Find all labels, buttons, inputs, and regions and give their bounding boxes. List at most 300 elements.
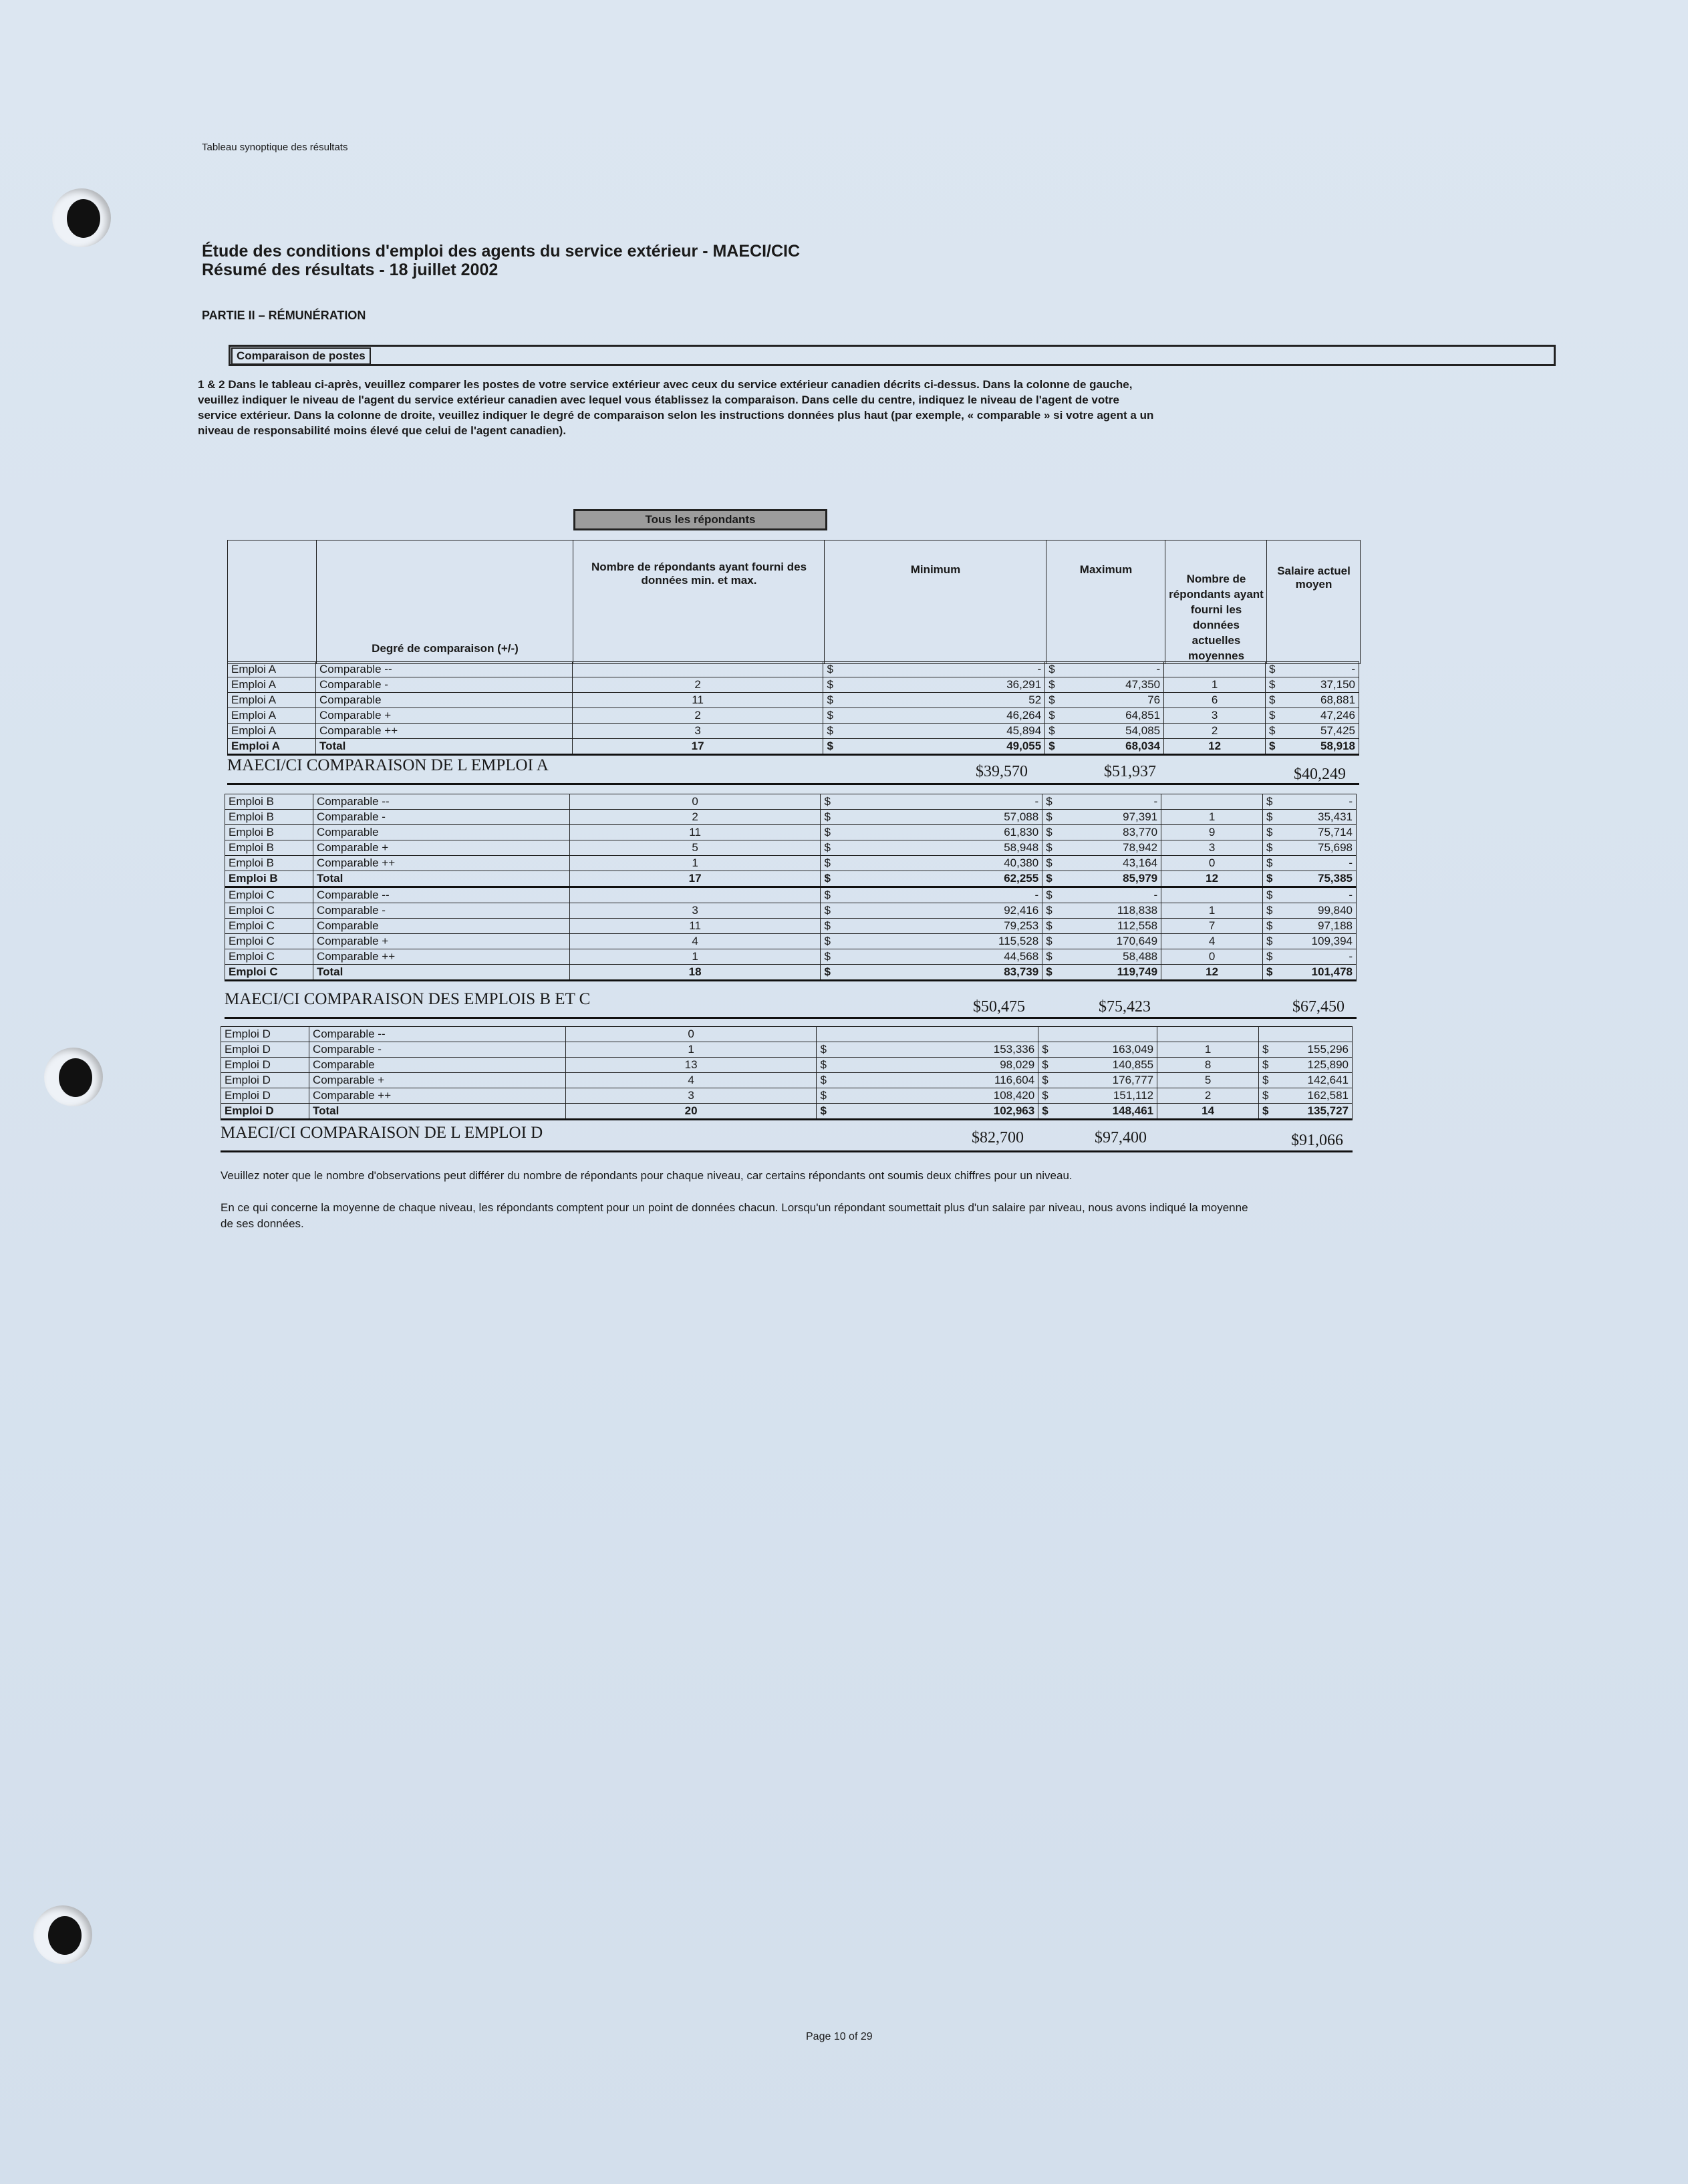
cell-minimum	[821, 810, 1042, 825]
cell-avg-respondents	[1164, 662, 1266, 677]
amount: 44,568	[1004, 950, 1039, 963]
cell-salary	[1263, 919, 1357, 934]
cell-maximum	[1038, 1042, 1157, 1058]
cell-avg-respondents: 4	[1161, 934, 1263, 949]
amount: 170,649	[1116, 935, 1158, 947]
amount: 68,881	[1320, 693, 1355, 706]
amount: 75,698	[1318, 841, 1353, 854]
amount: 58,488	[1123, 950, 1158, 963]
amount: 97,391	[1123, 810, 1158, 823]
currency-sign: $	[1266, 826, 1273, 838]
cell-degree: Comparable ++	[313, 949, 569, 965]
currency-sign: $	[1262, 1058, 1269, 1071]
amount: 45,894	[1006, 724, 1042, 737]
amount: 116,604	[994, 1074, 1035, 1086]
cell-job: Emploi A	[228, 693, 316, 708]
binder-hole-bottom	[33, 1905, 92, 1964]
table-row	[221, 1042, 1353, 1058]
cell-maximum	[1045, 662, 1164, 677]
cell-salary	[1259, 1027, 1353, 1042]
cell-degree: Comparable ++	[313, 856, 569, 871]
currency-sign: $	[1266, 904, 1273, 917]
currency-sign: $	[1046, 950, 1052, 963]
cell-job: Emploi B	[225, 871, 313, 887]
currency-sign: $	[824, 856, 831, 869]
cell-salary	[1263, 934, 1357, 949]
cell-degree: Total	[313, 871, 569, 887]
cell-respondents: 13	[565, 1058, 817, 1073]
amount: 78,942	[1123, 841, 1158, 854]
header-degree: Degré de comparaison (+/-)	[372, 642, 519, 655]
summary-max-a: $51,937	[1104, 763, 1156, 780]
currency-sign: $	[824, 965, 831, 978]
cell-degree: Total	[309, 1104, 565, 1120]
amount: 83,770	[1123, 826, 1158, 838]
currency-sign: $	[1042, 1104, 1048, 1117]
currency-sign: $	[1046, 795, 1052, 808]
cell-avg-respondents	[1161, 794, 1263, 810]
cell-minimum	[817, 1027, 1038, 1042]
table-header	[227, 540, 1361, 664]
cell-avg-respondents: 1	[1161, 810, 1263, 825]
cell-maximum	[1038, 1073, 1157, 1088]
amount: -	[1034, 889, 1039, 901]
cell-minimum	[823, 724, 1045, 739]
summary-salary-bc: $67,450	[1292, 998, 1345, 1016]
cell-maximum	[1042, 871, 1161, 887]
amount: 36,291	[1006, 678, 1042, 691]
amount: -	[1349, 889, 1353, 901]
cell-respondents: 18	[569, 965, 821, 981]
table-block-emploi-a	[227, 661, 1359, 756]
amount: 148,461	[1112, 1104, 1154, 1117]
currency-sign: $	[1042, 1074, 1048, 1086]
currency-sign: $	[824, 889, 831, 901]
amount: 92,416	[1004, 904, 1039, 917]
amount: 102,963	[993, 1104, 1035, 1117]
amount: 99,840	[1318, 904, 1353, 917]
table-row	[225, 934, 1357, 949]
cell-maximum	[1038, 1027, 1157, 1042]
currency-sign: $	[1048, 663, 1055, 675]
currency-sign: $	[1262, 1089, 1269, 1102]
currency-sign: $	[827, 724, 833, 737]
currency-sign: $	[1048, 693, 1055, 706]
cell-maximum	[1042, 856, 1161, 871]
cell-degree: Comparable ++	[309, 1088, 565, 1104]
cell-avg-respondents: 3	[1164, 708, 1266, 724]
cell-maximum	[1038, 1088, 1157, 1104]
currency-sign: $	[824, 935, 831, 947]
amount: 35,431	[1318, 810, 1353, 823]
amount: 118,838	[1117, 904, 1158, 917]
cell-avg-respondents	[1161, 887, 1263, 903]
currency-sign: $	[1266, 856, 1273, 869]
currency-sign: $	[820, 1074, 827, 1086]
amount: 119,749	[1117, 965, 1158, 978]
amount: 37,150	[1320, 678, 1355, 691]
table-row	[221, 1073, 1353, 1088]
amount: 176,777	[1112, 1074, 1154, 1086]
cell-minimum	[823, 662, 1045, 677]
currency-sign: $	[824, 950, 831, 963]
currency-sign: $	[827, 678, 833, 691]
currency-sign: $	[1046, 965, 1052, 978]
cell-maximum	[1038, 1058, 1157, 1073]
table-row	[228, 739, 1359, 755]
cell-salary	[1266, 693, 1359, 708]
page-number: Page 10 of 29	[806, 2031, 873, 2042]
cell-avg-respondents: 6	[1164, 693, 1266, 708]
cell-respondents: 11	[569, 919, 821, 934]
cell-maximum	[1042, 887, 1161, 903]
cell-job: Emploi A	[228, 708, 316, 724]
currency-sign: $	[827, 693, 833, 706]
currency-sign: $	[1042, 1058, 1048, 1071]
currency-sign: $	[824, 826, 831, 838]
amount: 49,055	[1006, 740, 1042, 752]
cell-respondents: 1	[569, 949, 821, 965]
header-respondents: Nombre de répondants ayant fourni des données min. et max.	[591, 561, 807, 587]
cell-job: Emploi A	[228, 739, 316, 755]
amount: 151,112	[1113, 1089, 1154, 1102]
cell-avg-respondents: 7	[1161, 919, 1263, 934]
amount: 109,394	[1311, 935, 1353, 947]
currency-sign: $	[827, 663, 833, 675]
cell-avg-respondents: 2	[1157, 1088, 1259, 1104]
amount: 58,948	[1004, 841, 1039, 854]
cell-degree: Comparable --	[313, 887, 569, 903]
summary-rule-a	[227, 783, 1359, 785]
table-row	[225, 871, 1357, 887]
amount: 83,739	[1004, 965, 1039, 978]
section-heading: Comparaison de postes	[231, 347, 371, 365]
cell-degree: Comparable +	[309, 1073, 565, 1088]
cell-minimum	[821, 903, 1042, 919]
cell-degree: Comparable ++	[315, 724, 572, 739]
currency-sign: $	[1269, 678, 1276, 691]
currency-sign: $	[1048, 709, 1055, 722]
cell-maximum	[1038, 1104, 1157, 1120]
currency-sign: $	[1266, 935, 1273, 947]
cell-respondents: 1	[569, 856, 821, 871]
cell-respondents: 3	[572, 724, 823, 739]
cell-maximum	[1042, 949, 1161, 965]
cell-respondents: 17	[569, 871, 821, 887]
cell-salary	[1259, 1104, 1353, 1120]
cell-minimum	[823, 693, 1045, 708]
cell-maximum	[1042, 965, 1161, 981]
currency-sign: $	[824, 872, 831, 885]
cell-maximum	[1045, 708, 1164, 724]
summary-label-bc: MAECI/CI COMPARAISON DES EMPLOIS B ET C	[225, 990, 591, 1008]
currency-sign: $	[1046, 841, 1052, 854]
cell-degree: Comparable -	[313, 903, 569, 919]
cell-job: Emploi C	[225, 965, 313, 981]
currency-sign: $	[1266, 950, 1273, 963]
cell-avg-respondents: 5	[1157, 1073, 1259, 1088]
table-row	[225, 840, 1357, 856]
binder-hole-middle	[44, 1048, 103, 1106]
cell-minimum	[817, 1088, 1038, 1104]
table-row	[228, 708, 1359, 724]
table-row	[225, 949, 1357, 965]
table-row	[225, 810, 1357, 825]
currency-sign: $	[824, 795, 831, 808]
cell-job: Emploi B	[225, 856, 313, 871]
table-row	[228, 662, 1359, 677]
cell-salary	[1266, 662, 1359, 677]
cell-respondents: 17	[572, 739, 823, 755]
amount: 155,296	[1307, 1043, 1349, 1056]
cell-job: Emploi D	[221, 1088, 309, 1104]
cell-respondents: 11	[572, 693, 823, 708]
cell-job: Emploi C	[225, 919, 313, 934]
cell-minimum	[823, 708, 1045, 724]
cell-degree: Total	[313, 965, 569, 981]
cell-job: Emploi C	[225, 903, 313, 919]
cell-degree: Comparable +	[315, 708, 572, 724]
summary-salary-a: $40,249	[1294, 766, 1346, 783]
all-respondents-label: Tous les répondants	[573, 509, 827, 530]
currency-sign: $	[1269, 709, 1276, 722]
amount: 140,855	[1112, 1058, 1154, 1071]
table-row	[221, 1104, 1353, 1120]
table-row	[221, 1027, 1353, 1042]
section-heading-box	[229, 345, 1556, 366]
amount: 58,918	[1320, 740, 1355, 752]
currency-sign: $	[1269, 724, 1276, 737]
cell-minimum	[821, 794, 1042, 810]
instructions-text: 1 & 2 Dans le tableau ci-après, veuillez comparer les postes de votre service extérieur avec ceux du service extérieur canadien décrits ci-dessus. Dans la colonne de gauche, veuillez indiquer le niveau de l'agent du service extérieur canadien avec lequel vous établissez la comparaison. Dans celle du centre, indiquez le niveau de l'agent de votre service extérieur. Dans la colonne de droite, veuillez indiquer le degré de comparaison selon les instructions données plus haut (par exemple, « comparable » si votre agent a un niveau de responsabilité moins élevé que celui de l'agent canadien).	[198, 378, 1154, 437]
amount: 47,350	[1125, 678, 1161, 691]
currency-sign: $	[824, 904, 831, 917]
amount: 115,528	[998, 935, 1039, 947]
cell-respondents: 3	[565, 1088, 817, 1104]
amount: 75,714	[1318, 826, 1353, 838]
cell-minimum	[821, 856, 1042, 871]
cell-salary	[1263, 871, 1357, 887]
cell-respondents: 2	[569, 810, 821, 825]
cell-maximum	[1045, 693, 1164, 708]
amount: 142,641	[1307, 1074, 1349, 1086]
amount: 79,253	[1004, 919, 1039, 932]
summary-min-d: $82,700	[972, 1129, 1024, 1146]
cell-job: Emploi A	[228, 662, 316, 677]
cell-salary	[1263, 887, 1357, 903]
currency-sign: $	[1048, 740, 1055, 752]
currency-sign: $	[820, 1104, 827, 1117]
cell-minimum	[821, 965, 1042, 981]
cell-respondents	[569, 887, 821, 903]
currency-sign: $	[824, 841, 831, 854]
amount: -	[1351, 663, 1355, 675]
header-salary: Salaire actuel moyen	[1277, 565, 1351, 591]
amount: 54,085	[1125, 724, 1161, 737]
amount: 43,164	[1123, 856, 1158, 869]
summary-salary-d: $91,066	[1291, 1132, 1343, 1149]
amount: -	[1034, 795, 1039, 808]
currency-sign: $	[1048, 724, 1055, 737]
currency-sign: $	[1269, 693, 1276, 706]
cell-job: Emploi D	[221, 1027, 309, 1042]
currency-sign: $	[1046, 919, 1052, 932]
cell-respondents: 11	[569, 825, 821, 840]
cell-degree: Comparable -	[315, 677, 572, 693]
cell-minimum	[821, 840, 1042, 856]
cell-job: Emploi D	[221, 1104, 309, 1120]
amount: -	[1037, 663, 1042, 675]
currency-sign: $	[1046, 935, 1052, 947]
currency-sign: $	[824, 919, 831, 932]
amount: 112,558	[1117, 919, 1158, 932]
cell-salary	[1263, 840, 1357, 856]
currency-sign: $	[1046, 810, 1052, 823]
cell-degree: Comparable	[313, 825, 569, 840]
cell-minimum	[817, 1073, 1038, 1088]
currency-sign: $	[1266, 795, 1273, 808]
cell-avg-respondents	[1157, 1027, 1259, 1042]
cell-maximum	[1042, 810, 1161, 825]
table-block-emploi-d	[221, 1026, 1353, 1120]
table-row	[225, 825, 1357, 840]
currency-sign: $	[1266, 919, 1273, 932]
table-row	[228, 693, 1359, 708]
amount: 46,264	[1006, 709, 1042, 722]
cell-degree: Comparable -	[309, 1042, 565, 1058]
cell-minimum	[823, 739, 1045, 755]
amount: 57,425	[1320, 724, 1355, 737]
cell-salary	[1259, 1058, 1353, 1073]
cell-minimum	[817, 1042, 1038, 1058]
currency-sign: $	[1048, 678, 1055, 691]
table-row	[225, 965, 1357, 981]
summary-label-a: MAECI/CI COMPARAISON DE L EMPLOI A	[227, 756, 549, 774]
cell-minimum	[821, 887, 1042, 903]
currency-sign: $	[1042, 1043, 1048, 1056]
table-block-emploi-bc	[225, 794, 1357, 981]
cell-avg-respondents: 14	[1157, 1104, 1259, 1120]
cell-job: Emploi B	[225, 825, 313, 840]
amount: 57,088	[1004, 810, 1039, 823]
table-row	[221, 1058, 1353, 1073]
cell-salary	[1259, 1042, 1353, 1058]
cell-degree: Comparable +	[313, 934, 569, 949]
cell-avg-respondents: 12	[1161, 871, 1263, 887]
cell-respondents: 3	[569, 903, 821, 919]
currency-sign: $	[820, 1089, 827, 1102]
amount: 68,034	[1125, 740, 1161, 752]
cell-salary	[1266, 739, 1359, 755]
amount: 125,890	[1307, 1058, 1349, 1071]
summary-min-a: $39,570	[976, 763, 1028, 780]
currency-sign: $	[1046, 856, 1052, 869]
cell-minimum	[821, 934, 1042, 949]
summary-rule-d	[221, 1150, 1353, 1152]
amount: -	[1349, 856, 1353, 869]
cell-maximum	[1042, 840, 1161, 856]
currency-sign: $	[1266, 965, 1273, 978]
page-subtitle: Résumé des résultats - 18 juillet 2002	[202, 261, 499, 279]
currency-sign: $	[1269, 740, 1276, 752]
cell-respondents: 2	[572, 708, 823, 724]
currency-sign: $	[820, 1058, 827, 1071]
cell-avg-respondents: 1	[1157, 1042, 1259, 1058]
cell-respondents: 2	[572, 677, 823, 693]
cell-avg-respondents: 2	[1164, 724, 1266, 739]
amount: 64,851	[1125, 709, 1161, 722]
cell-degree: Comparable --	[313, 794, 569, 810]
table-row	[225, 856, 1357, 871]
cell-salary	[1266, 724, 1359, 739]
currency-sign: $	[827, 740, 833, 752]
binder-hole-top	[52, 188, 111, 247]
cell-avg-respondents: 1	[1164, 677, 1266, 693]
summary-max-d: $97,400	[1095, 1129, 1147, 1146]
amount: 163,049	[1112, 1043, 1154, 1056]
table-row	[221, 1088, 1353, 1104]
amount: 75,385	[1318, 872, 1353, 885]
cell-avg-respondents: 0	[1161, 856, 1263, 871]
currency-sign: $	[827, 709, 833, 722]
amount: 47,246	[1320, 709, 1355, 722]
cell-minimum	[821, 919, 1042, 934]
cell-respondents: 0	[569, 794, 821, 810]
cell-job: Emploi D	[221, 1058, 309, 1073]
cell-degree: Total	[315, 739, 572, 755]
summary-rule-bc	[225, 1017, 1357, 1019]
amount: 85,979	[1123, 872, 1158, 885]
cell-degree: Comparable --	[309, 1027, 565, 1042]
amount: 98,029	[1000, 1058, 1035, 1071]
cell-salary	[1266, 677, 1359, 693]
cell-respondents: 4	[569, 934, 821, 949]
table-row	[225, 887, 1357, 903]
currency-sign: $	[1266, 889, 1273, 901]
currency-sign: $	[1046, 889, 1052, 901]
currency-sign: $	[820, 1043, 827, 1056]
cell-salary	[1263, 794, 1357, 810]
cell-avg-respondents: 12	[1161, 965, 1263, 981]
amount: -	[1349, 795, 1353, 808]
cell-job: Emploi C	[225, 934, 313, 949]
currency-sign: $	[1046, 872, 1052, 885]
cell-degree: Comparable	[313, 919, 569, 934]
cell-job: Emploi C	[225, 887, 313, 903]
cell-salary	[1263, 856, 1357, 871]
header-minimum: Minimum	[910, 563, 961, 576]
amount: 40,380	[1004, 856, 1039, 869]
cell-respondents: 1	[565, 1042, 817, 1058]
amount: 61,830	[1004, 826, 1039, 838]
cell-minimum	[821, 825, 1042, 840]
cell-job: Emploi D	[221, 1042, 309, 1058]
cell-avg-respondents: 3	[1161, 840, 1263, 856]
currency-sign: $	[1266, 810, 1273, 823]
running-header: Tableau synoptique des résultats	[202, 142, 348, 153]
amount: 76	[1147, 693, 1161, 706]
cell-degree: Comparable --	[315, 662, 572, 677]
table-row	[228, 677, 1359, 693]
cell-minimum	[823, 677, 1045, 693]
currency-sign: $	[1046, 826, 1052, 838]
cell-respondents: 4	[565, 1073, 817, 1088]
currency-sign: $	[1266, 872, 1273, 885]
currency-sign: $	[1262, 1074, 1269, 1086]
cell-degree: Comparable	[309, 1058, 565, 1073]
cell-job: Emploi B	[225, 794, 313, 810]
cell-avg-respondents: 8	[1157, 1058, 1259, 1073]
